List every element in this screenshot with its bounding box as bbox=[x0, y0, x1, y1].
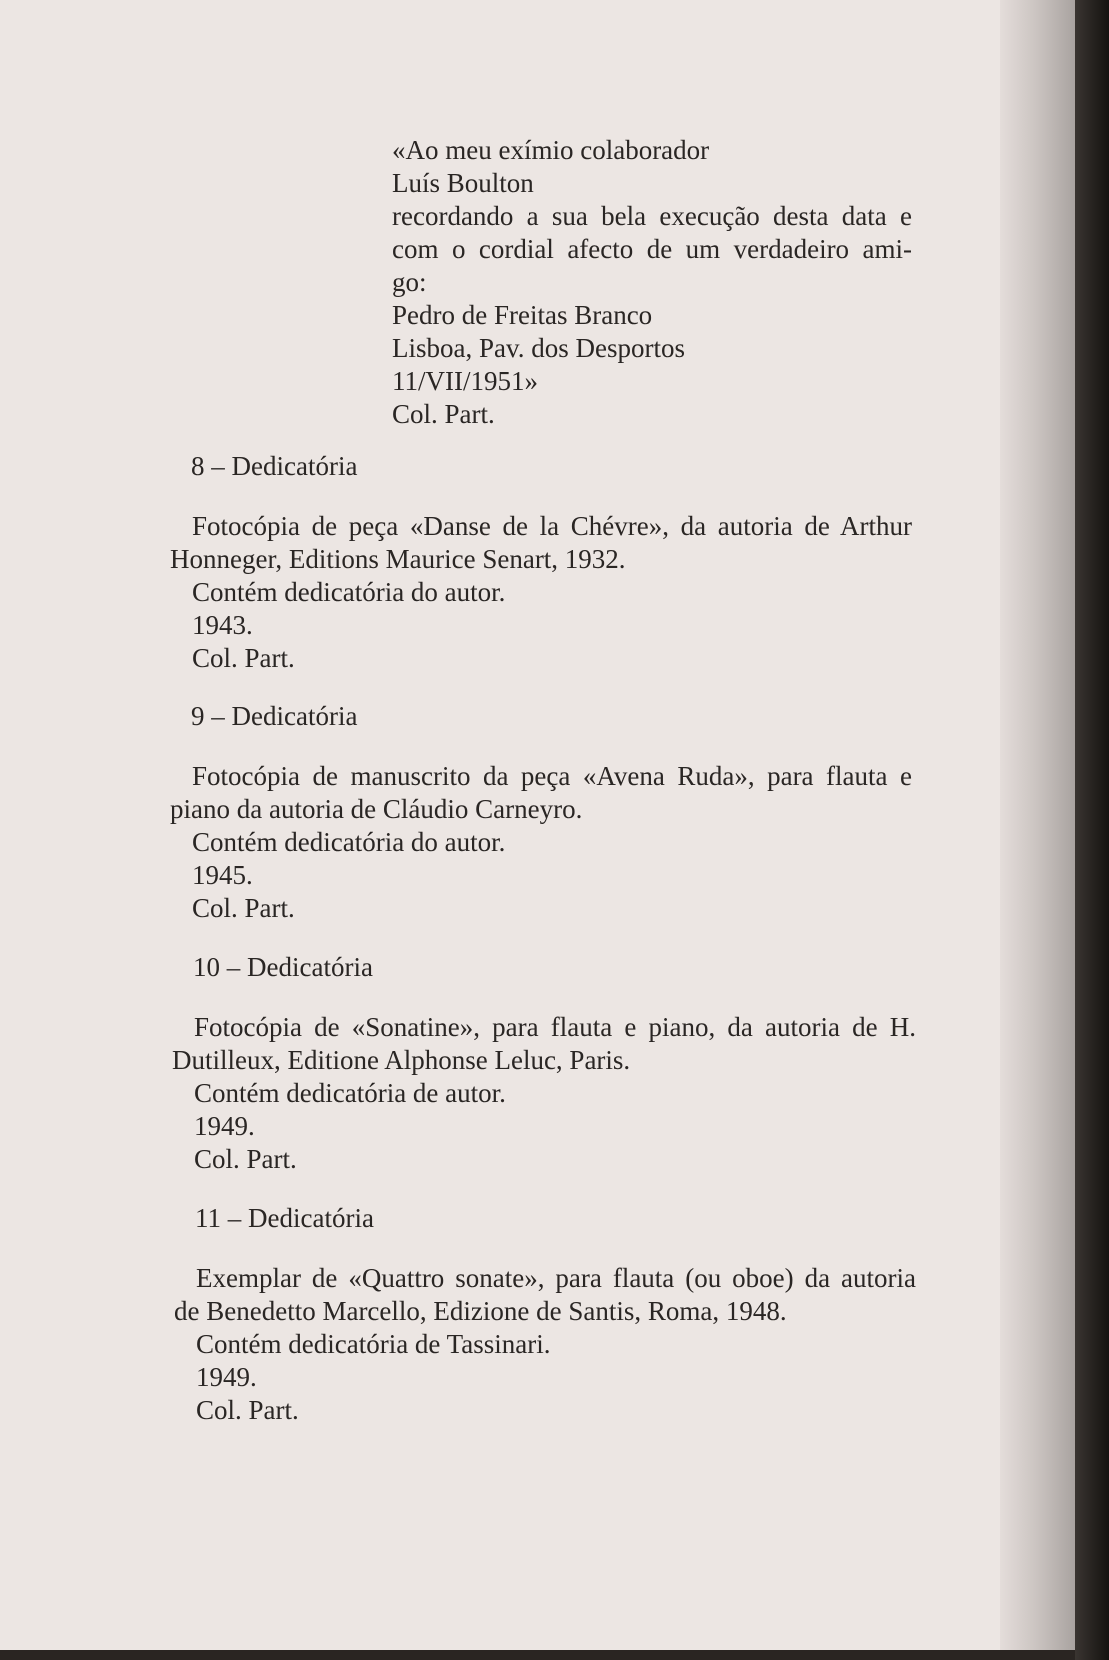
dedication-quote bbox=[392, 134, 912, 431]
entry-desc-line: Fotocópia de manuscrito da peça «Avena Ruda», para flauta e bbox=[192, 761, 912, 791]
entry-year: 1943. bbox=[192, 610, 253, 640]
quote-line: Lisboa, Pav. dos Desportos bbox=[392, 333, 685, 363]
entry-collection: Col. Part. bbox=[192, 643, 295, 673]
entry-description bbox=[170, 510, 912, 675]
entry-year: 1945. bbox=[192, 860, 253, 890]
entry-description bbox=[174, 1262, 916, 1427]
quote-line: recordando a sua bela execução desta data e bbox=[392, 201, 912, 231]
entry-note: Contém dedicatória de autor. bbox=[194, 1078, 506, 1108]
entry-collection: Col. Part. bbox=[194, 1144, 297, 1174]
quote-line: Col. Part. bbox=[392, 399, 495, 429]
entry-note: Contém dedicatória do autor. bbox=[192, 577, 506, 607]
entry-year: 1949. bbox=[194, 1111, 255, 1141]
quote-line: 11/VII/1951» bbox=[392, 366, 538, 396]
entry-heading: 11 – Dedicatória bbox=[195, 1203, 374, 1233]
entry-desc-line: piano da autoria de Cláudio Carneyro. bbox=[170, 794, 583, 824]
entry-note: Contém dedicatória do autor. bbox=[192, 827, 506, 857]
entry-collection: Col. Part. bbox=[192, 893, 295, 923]
quote-line: Luís Boulton bbox=[392, 168, 534, 198]
book-edge bbox=[1075, 0, 1109, 1660]
entry-heading: 10 – Dedicatória bbox=[193, 952, 373, 982]
entry-description bbox=[172, 1011, 916, 1176]
entry-desc-line: Honneger, Editions Maurice Senart, 1932. bbox=[170, 544, 626, 574]
entry-collection: Col. Part. bbox=[196, 1395, 299, 1425]
entry-heading: 9 – Dedicatória bbox=[191, 701, 358, 731]
entry-desc-line: Exemplar de «Quattro sonate», para flauta (ou oboe) da autoria bbox=[196, 1263, 916, 1293]
quote-line: go: bbox=[392, 267, 427, 297]
entry-heading: 8 – Dedicatória bbox=[191, 451, 358, 481]
entry-desc-line: Fotocópia de peça «Danse de la Chévre», da autoria de Arthur bbox=[192, 511, 912, 541]
entry-desc-line: Fotocópia de «Sonatine», para flauta e piano, da autoria de H. bbox=[194, 1012, 916, 1042]
quote-line: «Ao meu exímio colaborador bbox=[392, 135, 710, 165]
entry-desc-line: de Benedetto Marcello, Edizione de Santis, Roma, 1948. bbox=[174, 1296, 787, 1326]
quote-line: Pedro de Freitas Branco bbox=[392, 300, 653, 330]
entry-year: 1949. bbox=[196, 1362, 257, 1392]
entry-description bbox=[170, 760, 912, 925]
page-gutter bbox=[1000, 0, 1075, 1660]
quote-line: com o cordial afecto de um verdadeiro ami- bbox=[392, 234, 912, 264]
scan-border bbox=[0, 1650, 1075, 1660]
entry-desc-line: Dutilleux, Editione Alphonse Leluc, Paris. bbox=[172, 1045, 631, 1075]
entry-note: Contém dedicatória de Tassinari. bbox=[196, 1329, 551, 1359]
